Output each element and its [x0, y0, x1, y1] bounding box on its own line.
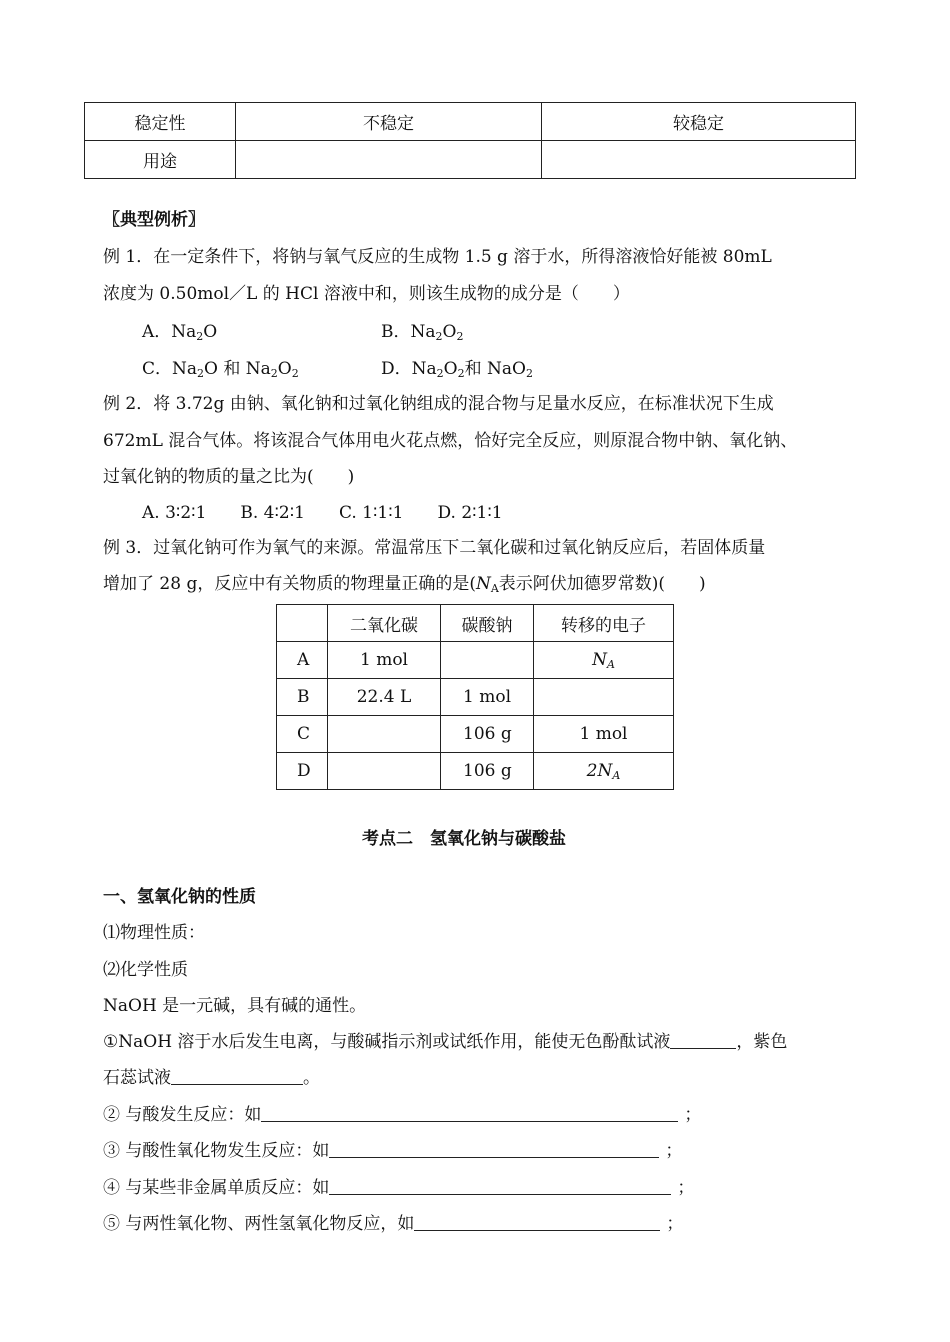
example-2-line-1: 例 2．将 3.72g 由钠、氧化钠和过氧化钠组成的混合物与足量水反应，在标准状况下生成	[103, 394, 774, 414]
answer-blank[interactable]	[414, 1212, 660, 1231]
table-cell: 较稳定	[542, 103, 856, 141]
table-cell: 1 mol	[441, 679, 534, 716]
table-cell	[534, 679, 674, 716]
paragraph-chemical: ⑵化学性质	[103, 960, 188, 980]
properties-table	[84, 102, 856, 179]
table-cell	[328, 716, 441, 753]
section-1-title: 一、氢氧化钠的性质	[103, 887, 256, 907]
answer-blank[interactable]	[670, 1030, 736, 1049]
example-1-line-1: 例 1．在一定条件下，将钠与氧气反应的生成物 1.5 g 溶于水，所得溶液恰好能被 80mL	[103, 247, 772, 267]
table-cell: 二氧化碳	[328, 605, 441, 642]
table-cell: 22.4 L	[328, 679, 441, 716]
table-cell: 用途	[85, 141, 236, 179]
table-cell	[441, 642, 534, 679]
answer-blank[interactable]	[261, 1103, 678, 1122]
answer-blank[interactable]	[329, 1176, 671, 1195]
table-row	[277, 716, 674, 753]
question-1-line-2: 石蕊试液 。	[103, 1068, 320, 1088]
table-cell: 不稳定	[236, 103, 542, 141]
example-3-line-1: 例 3．过氧化钠可作为氧气的来源。常温常压下二氧化碳和过氧化钠反应后，若固体质量	[103, 538, 766, 558]
table-cell: 稳定性	[85, 103, 236, 141]
table-cell: 106 g	[441, 716, 534, 753]
table-cell	[542, 141, 856, 179]
table-cell: 106 g	[441, 753, 534, 790]
question-5: ⑤ 与两性氧化物、两性氢氧化物反应，如 ；	[103, 1214, 684, 1234]
section-heading: 〖典型例析〗	[103, 210, 205, 230]
table-row	[277, 679, 674, 716]
example-3-line-2: 增加了 28 g，反应中有关物质的物理量正确的是($N_A$表示阿伏加德罗常数)( )	[103, 574, 706, 595]
table-cell: 1 mol	[534, 716, 674, 753]
table-row	[277, 753, 674, 790]
example-2-options: A. 3∶2∶1 B. 4∶2∶1 C. 1∶1∶1 D. 2∶1∶1	[142, 503, 503, 523]
answer-blank[interactable]	[329, 1139, 659, 1158]
example-3-table	[276, 604, 674, 790]
paragraph-physical: ⑴物理性质：	[103, 923, 205, 943]
table-cell	[328, 753, 441, 790]
table-header-row	[277, 605, 674, 642]
table-row	[85, 103, 856, 141]
table-cell: $2N_A$	[534, 753, 674, 790]
example-2-line-3: 过氧化钠的物质的量之比为( )	[103, 467, 355, 487]
option-c: C．$Na_2O$ 和 $Na_2O_2$	[142, 359, 299, 380]
table-cell: $N_A$	[534, 642, 674, 679]
table-cell: B	[277, 679, 328, 716]
table-cell: A	[277, 642, 328, 679]
table-cell: D	[277, 753, 328, 790]
table-cell: 转移的电子	[534, 605, 674, 642]
option-b: B．$Na_2O_2$	[381, 322, 464, 343]
table-cell: 1 mol	[328, 642, 441, 679]
kaodian-title: 考点二 氢氧化钠与碳酸盐	[362, 829, 566, 849]
example-2-line-2: 672mL 混合气体。将该混合气体用电火花点燃，恰好完全反应，则原混合物中钠、氧化钠、	[103, 431, 798, 451]
table-cell: C	[277, 716, 328, 753]
question-4: ④ 与某些非金属单质反应：如 ；	[103, 1178, 695, 1198]
table-row	[85, 141, 856, 179]
option-a: A．$Na_2O$	[142, 322, 218, 343]
answer-blank[interactable]	[171, 1066, 303, 1085]
table-cell	[236, 141, 542, 179]
option-d: D．$Na_2O_2$和 NaO$_2$	[381, 359, 533, 380]
paragraph-naoh: NaOH 是一元碱，具有碱的通性。	[103, 996, 367, 1016]
question-3: ③ 与酸性氧化物发生反应：如 ；	[103, 1141, 683, 1161]
example-1-line-2: 浓度为 0.50mol／L 的 HCl 溶液中和，则该生成物的成分是（ ）	[103, 284, 630, 304]
question-1-line-1: ①NaOH 溶于水后发生电离，与酸碱指示剂或试纸作用，能使无色酚酞试液 ，紫色	[103, 1032, 788, 1052]
question-2: ② 与酸发生反应：如 ；	[103, 1105, 702, 1125]
table-cell	[277, 605, 328, 642]
table-cell: 碳酸钠	[441, 605, 534, 642]
table-row	[277, 642, 674, 679]
